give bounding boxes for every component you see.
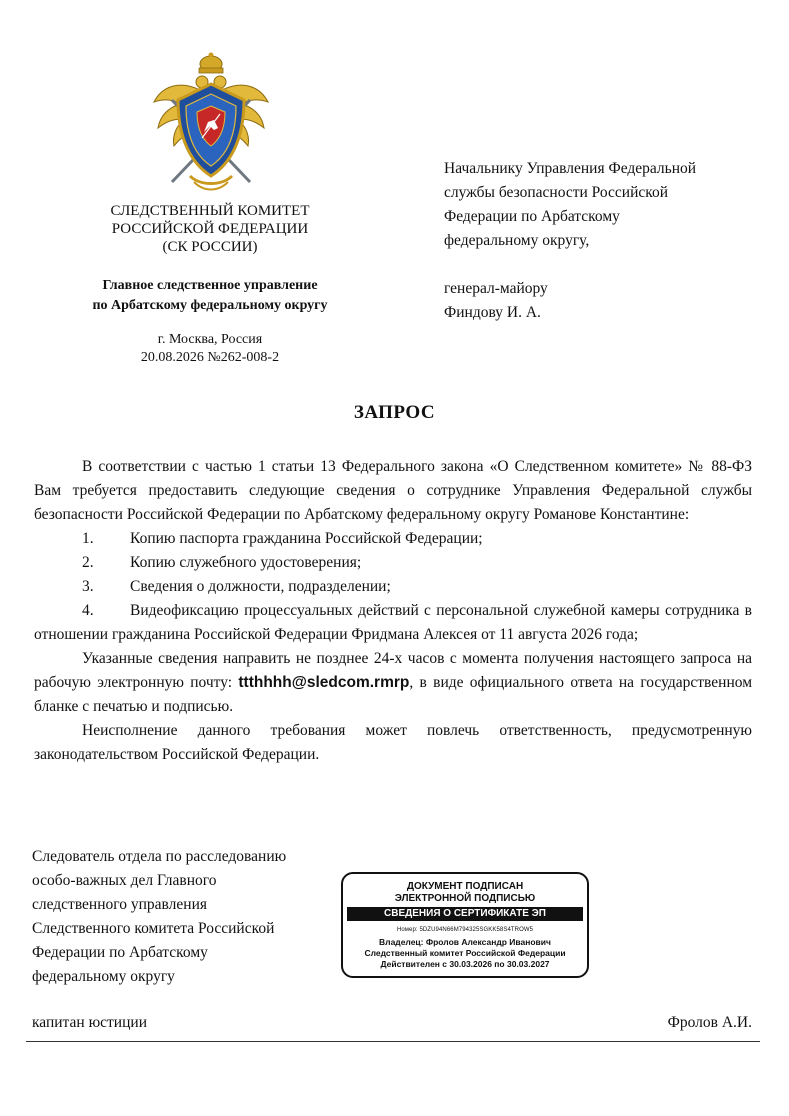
list-text: Копию паспорта гражданина Российской Федерации;: [130, 530, 483, 547]
addressee-line: федеральному округу,: [444, 232, 590, 249]
addressee-line: службы безопасности Российской: [444, 184, 669, 201]
certificate-validity: Действителен с 30.03.2026 по 30.03.2027: [380, 959, 550, 969]
list-item: [34, 527, 752, 551]
list-item: [34, 575, 752, 599]
signer-line: следственного управления: [32, 896, 207, 913]
stamp-line: ДОКУМЕНТ ПОДПИСАН: [406, 881, 524, 892]
signer-line: Следственного комитета Российской: [32, 920, 275, 937]
addressee-block: [444, 157, 764, 253]
city-and-reference: [80, 331, 340, 367]
list-number: 3.: [82, 578, 94, 595]
department-name: [60, 276, 360, 316]
list-text: Сведения о должности, подразделении;: [130, 578, 391, 595]
certificate-serial: Номер: 5DZU94N66M794325SGKK58S4TROW5: [396, 927, 534, 933]
intro-paragraph: В соответствии с частью 1 статьи 13 Федерального закона «О Следственном комитете» № 88-ФЗ Вам требуется предоставить следующие сведения о сотруднике Управления Федеральной службы безопасности Российской Федерации по Арбатскому федеральному округу Романове Константине:: [34, 458, 752, 523]
signer-line: федеральному округу: [32, 968, 175, 985]
addressee-rank: генерал-майору: [444, 280, 548, 297]
organization-name: [90, 202, 330, 256]
sk-emblem-icon: [150, 50, 272, 200]
deadline-paragraph: [34, 647, 752, 719]
deadline-text-end: , в виде официального ответа на государственном бланке с печатью и подписью.: [34, 674, 753, 715]
list-number: 4.: [82, 602, 94, 619]
list-item: [34, 599, 752, 647]
signer-name: Фролов А.И.: [667, 1014, 752, 1031]
stamp-band: СВЕДЕНИЯ О СЕРТИФИКАТЕ ЭП: [347, 907, 583, 921]
stamp-line: ЭЛЕКТРОННОЙ ПОДПИСЬЮ: [394, 893, 536, 904]
list-number: 2.: [82, 554, 94, 571]
addressee-line: Начальнику Управления Федеральной: [444, 160, 697, 177]
certificate-owner: Владелец: Фролов Александр Иванович: [379, 937, 551, 947]
addressee-name: Финдову И. А.: [444, 304, 541, 321]
document-body: [34, 455, 752, 767]
signer-line: особо-важных дел Главного: [32, 872, 217, 889]
dept-line: по Арбатскому федеральному округу: [92, 298, 328, 313]
electronic-signature-stamp: [341, 872, 589, 978]
signer-line: Федерации по Арбатскому: [32, 944, 208, 961]
signer-line: Следователь отдела по расследованию: [32, 848, 287, 865]
signer-rank: капитан юстиции: [32, 1014, 147, 1031]
addressee-line: Федерации по Арбатскому: [444, 208, 620, 225]
list-text: Видеофиксацию процессуальных действий с персональной служебной камеры сотрудника в отношении гражданина Российской Федерации Фридмана Алексея от 11 августа 2026 года;: [34, 602, 752, 643]
document-reference: 20.08.2026 №262-008-2: [140, 350, 280, 365]
signer-block: [32, 845, 332, 989]
footer-divider: [26, 1041, 760, 1042]
org-line: РОССИЙСКОЙ ФЕДЕРАЦИИ: [111, 221, 309, 237]
certificate-issuer: Следственный комитет Российской Федерации: [364, 948, 566, 958]
deadline-text: Указанные сведения направить не позднее 24-х часов с момента получения настоящего запроса на рабочую электронную почту:: [34, 650, 752, 691]
list-item: [34, 551, 752, 575]
list-text: Копию служебного удостоверения;: [130, 554, 362, 571]
org-line: (СК РОССИИ): [162, 239, 258, 255]
document-title: ЗАПРОС: [353, 402, 436, 423]
dept-line: Главное следственное управление: [102, 278, 318, 293]
list-number: 1.: [82, 530, 94, 547]
org-line: СЛЕДСТВЕННЫЙ КОМИТЕТ: [110, 203, 310, 219]
warning-paragraph: Неисполнение данного требования может повлечь ответственность, предусмотренную законодательством Российской Федерации.: [34, 722, 752, 763]
email-address: ttthhhh@sledcom.rmrp: [238, 674, 410, 691]
addressee-rank-name: [444, 277, 744, 325]
city: г. Москва, Россия: [157, 332, 263, 347]
